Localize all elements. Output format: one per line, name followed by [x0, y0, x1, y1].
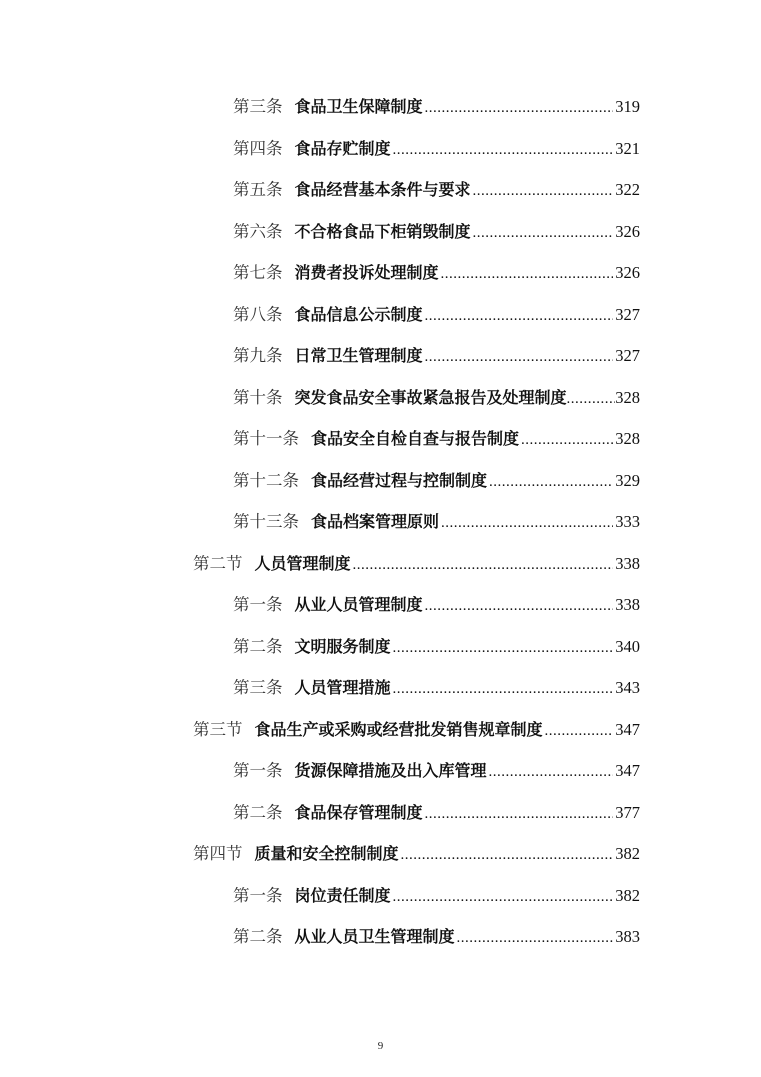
entry-number: 第三条: [233, 678, 283, 697]
entry-page-number: 329: [615, 470, 640, 490]
dot-leader: [521, 418, 613, 462]
entry-title: 食品生产或采购或经营批发销售规章制度: [254, 719, 543, 739]
entry-title: 食品档案管理原则: [311, 512, 440, 531]
dot-leader: [393, 667, 614, 711]
entry-page-number: 382: [615, 885, 640, 905]
entry-title: 消费者投诉处理制度: [294, 263, 439, 282]
entry-page-number: 326: [615, 263, 640, 282]
entry-title: 突发食品安全事故紧急报告及处理制度: [294, 387, 567, 407]
entry-number: 第四节: [193, 844, 243, 863]
entry-number: 第一条: [233, 761, 283, 780]
dot-leader: [393, 128, 614, 172]
entry-title: 岗位责任制度: [294, 885, 391, 905]
dot-leader: [545, 709, 614, 753]
toc-entry[interactable]: [193, 543, 640, 585]
entry-number: 第七条: [233, 263, 283, 282]
dot-leader: [425, 86, 614, 130]
toc-entry[interactable]: [233, 750, 640, 792]
entry-number: 第二条: [233, 802, 283, 822]
entry-title: 食品经营基本条件与要求: [294, 180, 471, 199]
entry-number: 第四条: [233, 138, 283, 158]
entry-number: 第三节: [193, 719, 243, 739]
dot-leader: [425, 584, 614, 628]
toc-entry[interactable]: [193, 833, 640, 875]
toc-entry[interactable]: [233, 86, 640, 128]
entry-title: 食品存贮制度: [294, 138, 391, 158]
dot-leader: [393, 875, 614, 919]
toc-entry[interactable]: [233, 294, 640, 336]
entry-title: 食品保存管理制度: [294, 802, 423, 822]
entry-title: 从业人员管理制度: [294, 595, 423, 614]
entry-title: 食品安全自检自查与报告制度: [311, 429, 520, 448]
entry-title: 食品信息公示制度: [294, 304, 423, 324]
entry-page-number: 383: [615, 927, 640, 946]
entry-page-number: 343: [615, 678, 640, 697]
entry-number: 第一条: [233, 595, 283, 614]
entry-number: 第二条: [233, 927, 283, 946]
entry-page-number: 347: [615, 719, 640, 739]
toc-entry[interactable]: [233, 418, 640, 460]
toc-entry[interactable]: [193, 709, 640, 751]
entry-page-number: 333: [615, 512, 640, 531]
table-of-contents: [0, 86, 761, 958]
entry-page-number: 327: [615, 304, 640, 324]
entry-page-number: 326: [615, 221, 640, 241]
entry-number: 第十条: [233, 387, 283, 407]
entry-number: 第五条: [233, 180, 283, 199]
dot-leader: [401, 833, 614, 877]
toc-entry[interactable]: [233, 252, 640, 294]
entry-title: 日常卫生管理制度: [294, 346, 423, 365]
toc-entry[interactable]: [233, 501, 640, 543]
toc-entry[interactable]: [233, 626, 640, 668]
toc-entry[interactable]: [233, 169, 640, 211]
dot-leader: [425, 792, 614, 836]
entry-page-number: 319: [615, 97, 640, 116]
toc-entry[interactable]: [233, 875, 640, 917]
entry-number: 第三条: [233, 97, 283, 116]
dot-leader: [425, 294, 614, 338]
entry-number: 第二节: [193, 553, 243, 573]
dot-leader: [441, 501, 613, 545]
entry-page-number: 328: [615, 429, 640, 448]
entry-number: 第八条: [233, 304, 283, 324]
entry-number: 第一条: [233, 885, 283, 905]
entry-number: 第二条: [233, 636, 283, 656]
toc-entry[interactable]: [233, 584, 640, 626]
entry-number: 第六条: [233, 221, 283, 241]
toc-entry[interactable]: [233, 460, 640, 502]
entry-number: 第十一条: [233, 429, 299, 448]
entry-page-number: 338: [615, 595, 640, 614]
entry-page-number: 377: [615, 802, 640, 822]
toc-entry[interactable]: [233, 377, 640, 419]
dot-leader: [441, 252, 614, 296]
dot-leader: [567, 377, 616, 421]
dot-leader: [489, 750, 614, 794]
toc-entry[interactable]: [233, 792, 640, 834]
toc-entry[interactable]: [233, 211, 640, 253]
entry-title: 食品卫生保障制度: [294, 97, 423, 116]
entry-page-number: 327: [615, 346, 640, 365]
entry-title: 人员管理制度: [254, 553, 351, 573]
dot-leader: [473, 211, 614, 255]
entry-title: 人员管理措施: [294, 678, 391, 697]
toc-entry[interactable]: [233, 667, 640, 709]
toc-entry[interactable]: [233, 916, 640, 958]
entry-title: 质量和安全控制制度: [254, 844, 399, 863]
dot-leader: [353, 543, 614, 587]
entry-page-number: 347: [615, 761, 640, 780]
entry-page-number: 321: [615, 138, 640, 158]
dot-leader: [489, 460, 613, 504]
entry-number: 第十三条: [233, 512, 299, 531]
entry-page-number: 328: [615, 387, 640, 407]
entry-page-number: 340: [615, 636, 640, 656]
toc-entry[interactable]: [233, 335, 640, 377]
entry-title: 不合格食品下柜销毁制度: [294, 221, 471, 241]
toc-entry[interactable]: [233, 128, 640, 170]
entry-number: 第九条: [233, 346, 283, 365]
entry-page-number: 322: [615, 180, 640, 199]
entry-title: 从业人员卫生管理制度: [294, 927, 455, 946]
dot-leader: [393, 626, 614, 670]
entry-page-number: 338: [615, 553, 640, 573]
dot-leader: [473, 169, 614, 213]
entry-page-number: 382: [615, 844, 640, 863]
entry-title: 食品经营过程与控制制度: [311, 470, 488, 490]
dot-leader: [425, 335, 614, 379]
entry-title: 货源保障措施及出入库管理: [294, 761, 487, 780]
dot-leader: [457, 916, 614, 960]
entry-title: 文明服务制度: [294, 636, 391, 656]
page-number: 9: [377, 1040, 384, 1052]
entry-number: 第十二条: [233, 470, 299, 490]
